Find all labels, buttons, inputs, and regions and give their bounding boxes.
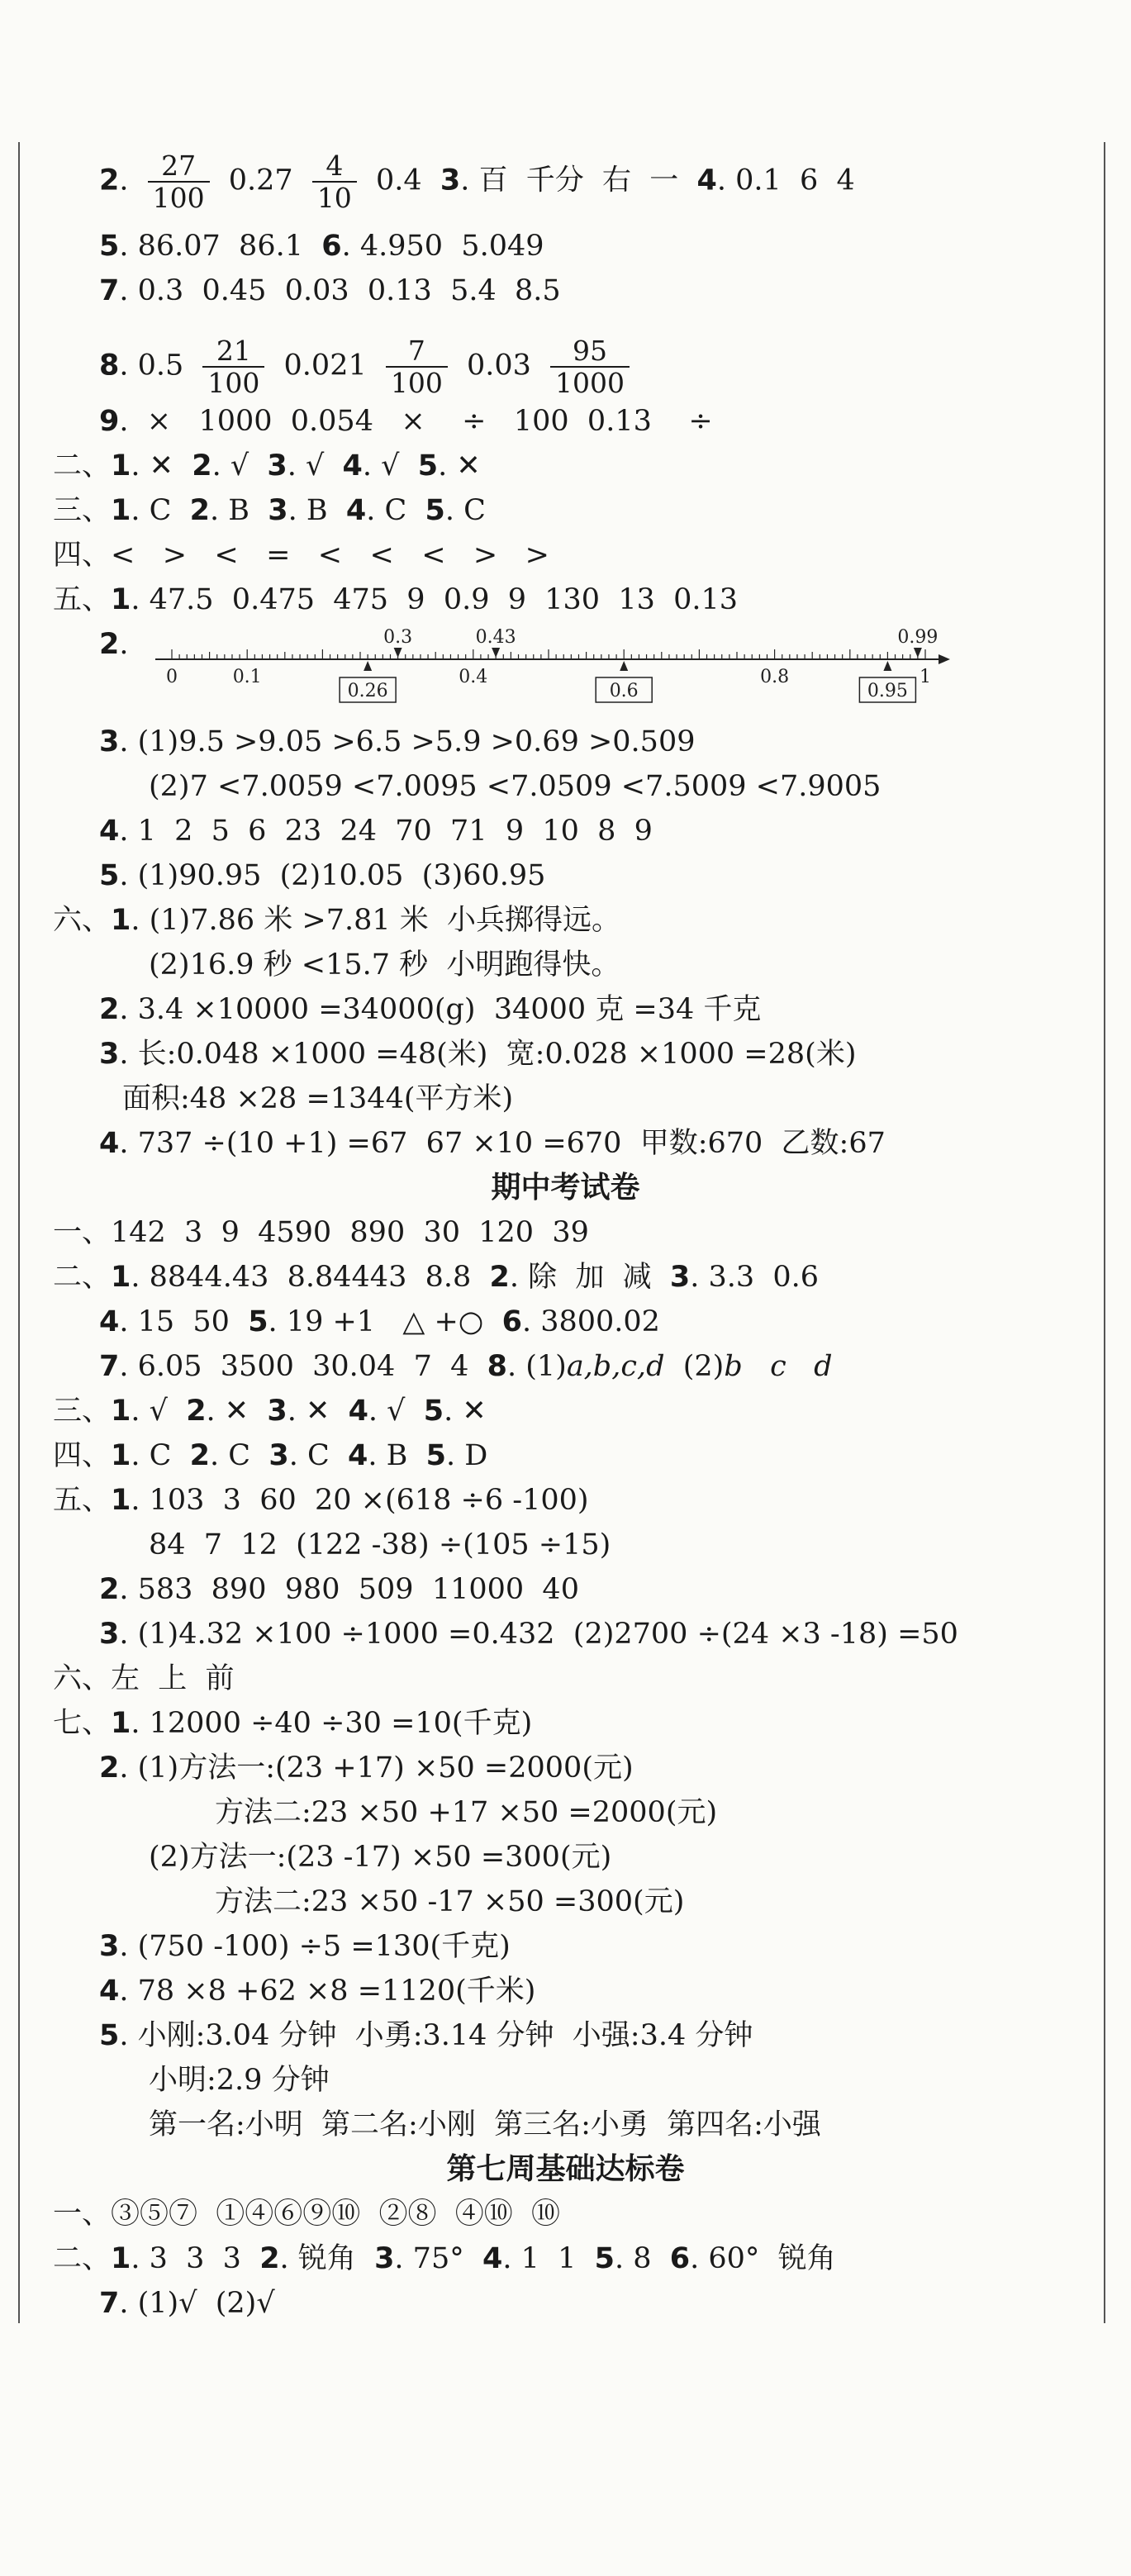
answer-text: 五、 xyxy=(53,583,112,616)
item-number: 5 xyxy=(99,230,120,263)
answer-text: . 0.3 0.45 0.03 0.13 5.4 8.5 xyxy=(119,274,561,307)
answer-text: . 12000 ÷40 ÷30 =10(千克) xyxy=(131,1707,533,1740)
item-number: 5 xyxy=(423,1395,444,1428)
answer-text: . C xyxy=(131,1439,190,1472)
answer-line xyxy=(99,1973,535,2009)
item-number: 2 xyxy=(99,993,120,1026)
tick-label: 1 xyxy=(920,667,931,687)
answer-text: 面积:48 ×28 =1344(平方米) xyxy=(122,1082,514,1115)
answer-text: . 75° xyxy=(394,2242,482,2275)
answer-text: 四、< > < = < < < > > xyxy=(53,539,549,572)
answer-line xyxy=(99,2018,753,2054)
item-number: 1 xyxy=(111,449,131,482)
answer-text: . (1)4.32 ×100 ÷1000 =0.432 (2)2700 ÷(24 ×3 -18) =50 xyxy=(119,1618,958,1651)
item-number: 2 xyxy=(192,449,212,482)
item-number: 8 xyxy=(487,1350,507,1383)
tick-label: 0.8 xyxy=(760,667,790,687)
item-number: 3 xyxy=(440,164,461,197)
fraction xyxy=(550,335,630,398)
item-number: 2 xyxy=(189,494,211,527)
fraction xyxy=(386,335,448,398)
answer-text: 一、③⑤⑦ ①④⑥⑨⑩ ②⑧ ④⑩ ⑩ xyxy=(53,2198,561,2231)
answer-text: . 3800.02 xyxy=(521,1305,660,1338)
answer-line xyxy=(122,1081,513,1117)
answer-line xyxy=(149,2062,330,2098)
item-number: 4 xyxy=(99,1305,120,1338)
item-number: 5 xyxy=(248,1305,268,1338)
answer-text: . 长:0.048 ×1000 =48(米) 宽:0.028 ×1000 =28(米) xyxy=(119,1038,857,1071)
answer-text: . 86.07 86.1 xyxy=(119,230,322,263)
answer-text: . √ xyxy=(131,1395,187,1428)
answer-text: 0.4 xyxy=(366,164,440,197)
answer-text: 二、 xyxy=(53,449,112,482)
answer-line xyxy=(215,1794,717,1831)
answer-line xyxy=(53,1482,589,1519)
answer-text: . xyxy=(119,628,129,661)
fraction-denominator: 1000 xyxy=(555,367,625,399)
answer-line xyxy=(99,150,855,213)
item-number: 1 xyxy=(111,583,131,616)
answer-text: . (1)7.86 米 >7.81 米 小兵掷得远。 xyxy=(131,904,621,937)
answer-line xyxy=(99,228,544,264)
answer-text: . C xyxy=(288,1439,348,1472)
answer-line xyxy=(99,1928,511,1965)
item-number: 7 xyxy=(99,274,120,307)
answer-line xyxy=(99,335,639,398)
fraction-numerator: 95 xyxy=(550,335,630,368)
italic-letters: b c d xyxy=(724,1350,833,1383)
answer-text: . 除 加 减 xyxy=(509,1261,670,1294)
answer-line xyxy=(53,1393,487,1429)
answer-line xyxy=(53,1259,819,1295)
answer-line xyxy=(99,626,129,663)
point-marker xyxy=(492,648,500,658)
item-number: 1 xyxy=(111,1395,131,1428)
fraction-numerator: 21 xyxy=(202,335,264,368)
answer-text: . × 1000 0.054 × ÷ 100 0.13 ÷ xyxy=(119,405,713,438)
answer-line xyxy=(53,448,481,484)
answer-line xyxy=(99,724,696,760)
fraction-denominator: 100 xyxy=(207,367,260,399)
tick-label: 0 xyxy=(166,667,178,687)
item-number: 5 xyxy=(594,2242,615,2275)
answer-line xyxy=(53,1705,532,1742)
answer-text: . ✕ xyxy=(206,1395,268,1428)
point-label-below: 0.95 xyxy=(867,681,908,701)
answer-text: . 19 +1 △ +○ xyxy=(268,1305,502,1338)
item-number: 7 xyxy=(99,1350,120,1383)
item-number: 1 xyxy=(111,904,131,937)
answer-text: . B xyxy=(288,494,346,527)
fraction-denominator: 10 xyxy=(316,182,352,214)
answer-text: . 8 xyxy=(614,2242,670,2275)
answer-text: . 1 2 5 6 23 24 70 71 9 10 8 9 xyxy=(119,815,653,848)
answer-text: . √ xyxy=(362,449,418,482)
section-heading: 第七周基础达标卷 xyxy=(446,2152,685,2186)
answer-line xyxy=(99,1304,660,1340)
item-number: 2 xyxy=(489,1261,510,1294)
point-marker xyxy=(914,648,922,658)
item-number: 3 xyxy=(669,1261,691,1294)
answer-line xyxy=(149,1839,611,1875)
answer-text: 二、 xyxy=(53,1261,112,1294)
item-number: 3 xyxy=(268,1439,289,1472)
answer-text: . 78 ×8 +62 ×8 =1120(千米) xyxy=(119,1975,536,2008)
answer-line xyxy=(99,2285,275,2322)
answer-text: 六、左 上 前 xyxy=(53,1662,235,1695)
answer-text: . 0.5 xyxy=(119,349,193,383)
answer-text: . 8844.43 8.84443 8.8 xyxy=(131,1261,490,1294)
item-number: 3 xyxy=(99,1038,120,1071)
item-number: 7 xyxy=(99,2287,120,2320)
answer-line xyxy=(99,1348,832,1385)
italic-letters: a,b,c,d xyxy=(566,1350,665,1383)
item-number: 3 xyxy=(99,725,120,758)
point-marker xyxy=(364,661,372,671)
answer-line xyxy=(53,1661,235,1697)
answer-line xyxy=(99,991,761,1028)
answer-text: . ✕ xyxy=(444,1395,487,1428)
item-number: 4 xyxy=(99,815,120,848)
answer-text: (2)方法一:(23 -17) ×50 =300(元) xyxy=(149,1841,612,1874)
answer-text: . 737 ÷(10 +1) =67 67 ×10 =670 甲数:670 乙数:67 xyxy=(119,1127,886,1160)
item-number: 3 xyxy=(99,1930,120,1963)
answer-text: . 0.1 6 4 xyxy=(716,164,855,197)
item-number: 5 xyxy=(417,449,439,482)
answer-text: . (1)√ (2)√ xyxy=(119,2287,275,2320)
answer-text: . 3 3 3 xyxy=(131,2242,260,2275)
answer-text: . 3.3 0.6 xyxy=(690,1261,820,1294)
answer-text: 第一名:小明 第二名:小刚 第三名:小勇 第四名:小强 xyxy=(149,2108,821,2141)
item-number: 3 xyxy=(99,1618,120,1651)
answer-text: . 60° 锐角 xyxy=(690,2242,836,2275)
answer-line xyxy=(99,1616,958,1652)
answer-line xyxy=(149,768,881,805)
item-number: 5 xyxy=(425,1439,446,1472)
answer-text: . 47.5 0.475 475 9 0.9 9 130 13 0.13 xyxy=(131,583,739,616)
fraction-numerator: 4 xyxy=(312,150,357,183)
fraction xyxy=(202,335,264,398)
answer-text: . 百 千分 右 一 xyxy=(460,164,697,197)
answer-line xyxy=(99,858,545,894)
answer-text: . ✕ xyxy=(438,449,481,482)
answer-line xyxy=(53,582,738,618)
point-label-below: 0.26 xyxy=(347,681,388,701)
answer-text: . ✕ xyxy=(287,1395,349,1428)
answer-line xyxy=(53,2241,836,2277)
answer-text: 五、 xyxy=(53,1484,112,1517)
answer-line xyxy=(99,813,653,849)
answer-text: . ✕ xyxy=(131,449,192,482)
answer-text: . 4.950 5.049 xyxy=(341,230,544,263)
item-number: 6 xyxy=(669,2242,691,2275)
item-number: 2 xyxy=(259,2242,280,2275)
answer-line xyxy=(215,1884,684,1920)
answer-text: . (1)90.95 (2)10.05 (3)60.95 xyxy=(119,859,546,892)
point-label-above: 0.99 xyxy=(897,627,939,648)
answer-text: . (1)9.5 >9.05 >6.5 >5.9 >0.69 >0.509 xyxy=(119,725,696,758)
item-number: 6 xyxy=(321,230,342,263)
item-number: 4 xyxy=(99,1127,120,1160)
answer-text: . 3.4 ×10000 =34000(g) 34000 克 =34 千克 xyxy=(119,993,762,1026)
answer-text: . (1) xyxy=(506,1350,567,1383)
item-number: 1 xyxy=(111,1261,131,1294)
answer-line xyxy=(99,273,561,309)
answer-text: . 103 3 60 20 ×(618 ÷6 -100) xyxy=(131,1484,589,1517)
item-number: 1 xyxy=(111,2242,131,2275)
item-number: 4 xyxy=(696,164,717,197)
answer-text: (2)16.9 秒 <15.7 秒 小明跑得快。 xyxy=(149,948,620,981)
item-number: 1 xyxy=(111,494,131,527)
tick-label: 0.1 xyxy=(232,667,262,687)
item-number: 2 xyxy=(99,628,120,661)
answer-line xyxy=(99,1750,634,1786)
answer-text: . (1)方法一:(23 +17) ×50 =2000(元) xyxy=(119,1751,634,1785)
answer-text: 小明:2.9 分钟 xyxy=(149,2064,330,2097)
answer-text: 0.03 xyxy=(457,349,541,383)
answer-text: 四、 xyxy=(53,1439,112,1472)
answer-line xyxy=(99,1571,579,1608)
number-line xyxy=(149,618,958,717)
answer-line xyxy=(99,1125,886,1162)
item-number: 4 xyxy=(345,494,367,527)
point-label-above: 0.43 xyxy=(475,627,516,648)
answer-text: . C xyxy=(366,494,425,527)
item-number: 9 xyxy=(99,405,120,438)
answer-line xyxy=(149,947,620,983)
item-number: 5 xyxy=(425,494,445,527)
point-label-above: 0.3 xyxy=(383,627,413,648)
answer-text: . C xyxy=(210,1439,269,1472)
answer-text: 七、 xyxy=(53,1707,112,1740)
section-heading: 期中考试卷 xyxy=(491,1171,640,1205)
item-number: 5 xyxy=(99,859,120,892)
answer-text: . B xyxy=(368,1439,426,1472)
answer-text: . √ xyxy=(368,1395,424,1428)
answer-line xyxy=(53,537,549,573)
item-number: 3 xyxy=(267,449,288,482)
point-marker xyxy=(883,661,891,671)
point-marker xyxy=(394,648,402,658)
answer-text: . 锐角 xyxy=(279,2242,375,2275)
item-number: 4 xyxy=(348,1395,368,1428)
answer-text: 方法二:23 ×50 -17 ×50 =300(元) xyxy=(215,1885,685,1918)
fraction xyxy=(148,150,210,213)
fraction-numerator: 27 xyxy=(148,150,210,183)
item-number: 3 xyxy=(374,2242,395,2275)
answer-line xyxy=(53,492,486,529)
answer-text: . B xyxy=(210,494,268,527)
answer-text: 一、142 3 9 4590 890 30 120 39 xyxy=(53,1216,589,1249)
answer-line xyxy=(53,1438,487,1474)
item-number: 1 xyxy=(111,1484,131,1517)
point-label-below: 0.6 xyxy=(609,681,639,701)
item-number: 2 xyxy=(99,1751,120,1785)
item-number: 4 xyxy=(99,1975,120,2008)
fraction-denominator: 100 xyxy=(152,182,205,214)
item-number: 4 xyxy=(342,449,363,482)
answer-text: . 583 890 980 509 11000 40 xyxy=(119,1573,579,1606)
answer-text: . C xyxy=(444,494,486,527)
answer-text: . √ xyxy=(287,449,343,482)
item-number: 8 xyxy=(99,349,120,383)
answer-line xyxy=(53,1214,589,1251)
item-number: 2 xyxy=(189,1439,211,1472)
answer-line xyxy=(149,1527,611,1563)
answer-text: . xyxy=(119,164,138,197)
answer-text: . D xyxy=(445,1439,488,1472)
point-marker xyxy=(620,661,628,671)
answer-text: (2) xyxy=(664,1350,725,1383)
answer-text: 六、 xyxy=(53,904,112,937)
answer-text: . 15 50 xyxy=(119,1305,249,1338)
answer-line xyxy=(53,2196,560,2232)
item-number: 4 xyxy=(482,2242,503,2275)
item-number: 6 xyxy=(501,1305,522,1338)
item-number: 4 xyxy=(347,1439,368,1472)
answer-line xyxy=(149,2107,821,2143)
answer-line xyxy=(99,1036,856,1072)
item-number: 1 xyxy=(111,1439,131,1472)
answer-text: . 1 1 xyxy=(502,2242,595,2275)
answer-text: (2)7 <7.0059 <7.0095 <7.0509 <7.5009 <7.9005 xyxy=(149,770,882,803)
item-number: 3 xyxy=(268,494,288,527)
answer-text: 三、 xyxy=(53,1395,112,1428)
answer-text: 三、 xyxy=(53,494,112,527)
item-number: 1 xyxy=(111,1707,131,1740)
item-number: 2 xyxy=(186,1395,207,1428)
answer-text: . 小刚:3.04 分钟 小勇:3.14 分钟 小强:3.4 分钟 xyxy=(119,2019,753,2052)
tick-label: 0.4 xyxy=(459,667,488,687)
item-number: 2 xyxy=(99,1573,120,1606)
item-number: 3 xyxy=(267,1395,288,1428)
fraction-numerator: 7 xyxy=(386,335,448,368)
answer-text: 方法二:23 ×50 +17 ×50 =2000(元) xyxy=(215,1796,718,1829)
answer-text: . (750 -100) ÷5 =130(千克) xyxy=(119,1930,511,1963)
item-number: 5 xyxy=(99,2019,120,2052)
fraction xyxy=(312,150,357,213)
answer-text: 0.27 xyxy=(219,164,302,197)
answer-text: 二、 xyxy=(53,2242,112,2275)
answer-text: 84 7 12 (122 -38) ÷(105 ÷15) xyxy=(149,1528,611,1561)
axis-arrow xyxy=(939,654,950,664)
answer-text: . √ xyxy=(211,449,268,482)
item-number: 2 xyxy=(99,164,120,197)
fraction-denominator: 100 xyxy=(390,367,443,399)
answer-line xyxy=(53,902,620,939)
answer-text: . 6.05 3500 30.04 7 4 xyxy=(119,1350,487,1383)
answer-text: 0.021 xyxy=(274,349,376,383)
answer-line xyxy=(99,403,713,440)
answer-text: . C xyxy=(131,494,190,527)
